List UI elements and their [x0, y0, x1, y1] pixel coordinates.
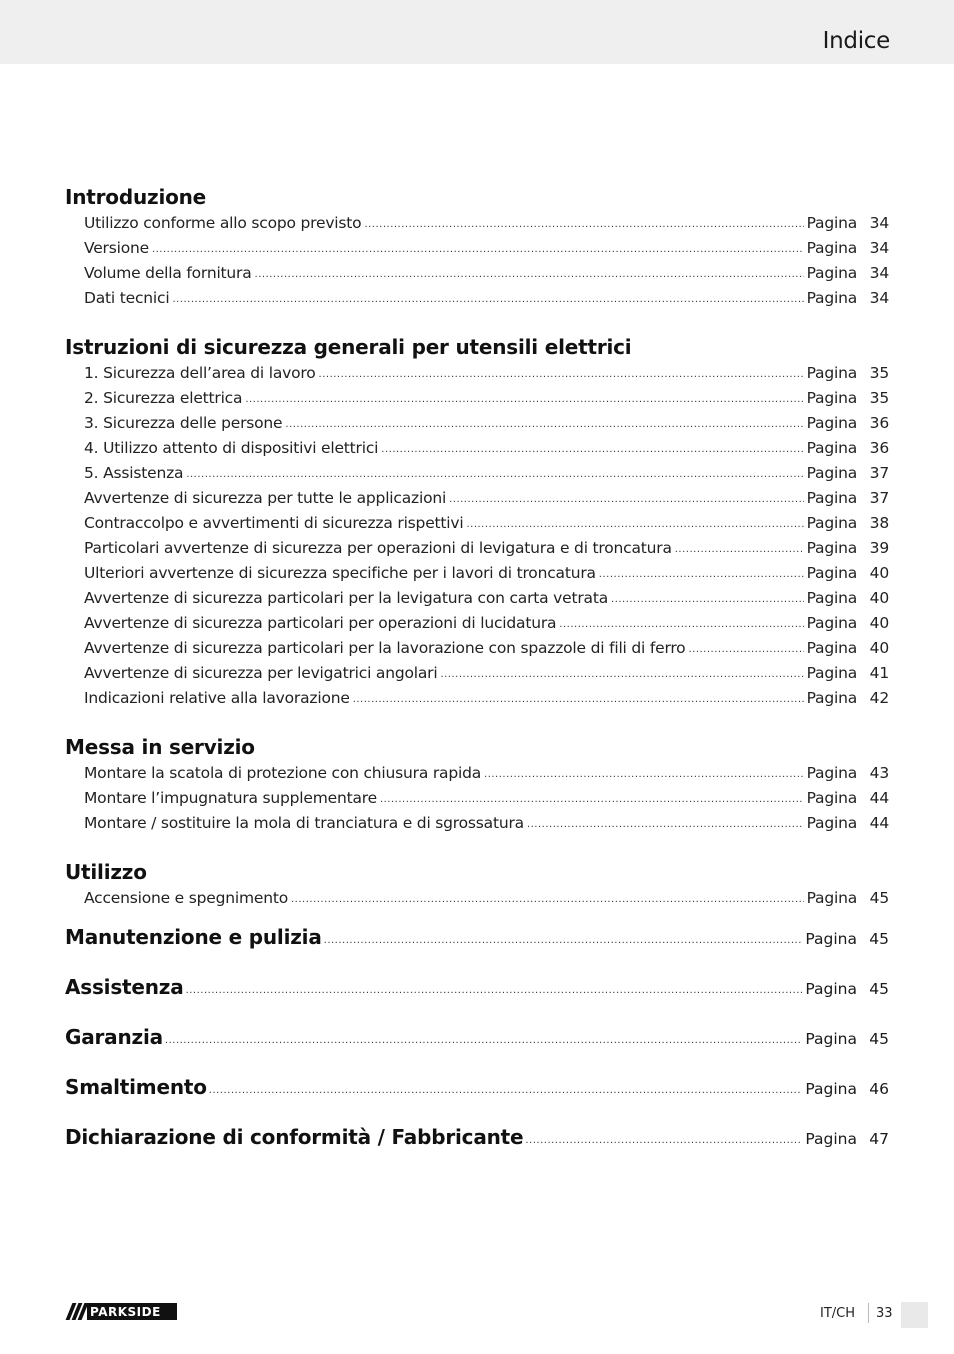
dot-leader [255, 262, 804, 287]
entry-label: Indicazioni relative alla lavorazione [84, 689, 350, 707]
major-entry-title: Dichiarazione di conformità / Fabbricante [65, 1125, 524, 1149]
page-number: 45 [869, 930, 889, 948]
major-entry-title: Assistenza [65, 975, 184, 999]
pagina-label: Pagina [806, 539, 857, 557]
pagina-label: Pagina [806, 814, 857, 832]
dot-leader [675, 537, 804, 562]
entry-label: Versione [84, 239, 149, 257]
pagina-label: Pagina [805, 1030, 857, 1048]
pagina-label: Pagina [806, 664, 857, 682]
pagina-label: Pagina [806, 239, 857, 257]
dot-leader [186, 462, 803, 487]
entry-label: Avvertenze di sicurezza particolari per operazioni di lucidatura [84, 614, 557, 632]
page-number: 41 [869, 664, 889, 682]
entry-label: 3. Sicurezza delle persone [84, 414, 283, 432]
pagina-label: Pagina [805, 1080, 857, 1098]
locale-label: IT/CH [820, 1306, 856, 1321]
dot-leader [165, 1035, 802, 1046]
pagina-label: Pagina [806, 689, 857, 707]
table-of-contents [65, 183, 889, 1175]
entry-label: Avvertenze di sicurezza per levigatrici angolari [84, 664, 438, 682]
entry-label: Montare la scatola di protezione con chiusura rapida [84, 764, 482, 782]
entry-label: Montare l’impugnatura supplementare [84, 789, 377, 807]
toc-entry[interactable] [65, 886, 889, 911]
pagina-label: Pagina [805, 1130, 857, 1148]
pagina-label: Pagina [806, 214, 857, 232]
pagina-label: Pagina [805, 980, 857, 998]
dot-leader [559, 612, 803, 637]
toc-entry[interactable] [65, 261, 889, 286]
dot-leader [245, 387, 803, 412]
page-number: 45 [869, 980, 889, 998]
dot-leader [380, 787, 804, 812]
major-entry-title: Manutenzione e pulizia [65, 925, 322, 949]
major-entry-title: Garanzia [65, 1025, 163, 1049]
toc-entry[interactable] [65, 486, 889, 511]
page-number: 37 [869, 489, 889, 507]
page-number: 45 [869, 889, 889, 907]
entry-label: Avvertenze di sicurezza particolari per la levigatura con carta vetrata [84, 589, 609, 607]
toc-section-introduzione [65, 183, 889, 333]
toc-entry[interactable] [65, 586, 889, 611]
dot-leader [324, 935, 803, 946]
pagina-label: Pagina [806, 639, 857, 657]
pagina-label: Pagina [806, 389, 857, 407]
page-number: 46 [869, 1080, 889, 1098]
parkside-logo [65, 1303, 177, 1320]
toc-entry[interactable] [65, 386, 889, 411]
dot-leader [364, 212, 803, 237]
entry-label: 5. Assistenza [84, 464, 184, 482]
page-number: 40 [869, 639, 889, 657]
toc-major-entry[interactable] [65, 1025, 889, 1075]
logo-text: PARKSIDE [90, 1304, 161, 1319]
section-title: Utilizzo [65, 860, 147, 884]
page-number: 34 [869, 289, 889, 307]
page-number: 44 [869, 789, 889, 807]
dot-leader [152, 237, 804, 262]
dot-leader [285, 412, 803, 437]
dot-leader [172, 287, 803, 312]
toc-section-istruzioni-sicurezza [65, 333, 889, 733]
toc-entry[interactable] [65, 611, 889, 636]
toc-section-messa-in-servizio [65, 733, 889, 858]
dot-leader [688, 637, 803, 662]
page-number: 36 [869, 414, 889, 432]
pagina-label: Pagina [806, 464, 857, 482]
toc-entry[interactable] [65, 811, 889, 836]
page-number: 38 [869, 514, 889, 532]
entry-label: Avvertenze di sicurezza per tutte le applicazioni [84, 489, 447, 507]
toc-major-entry[interactable] [65, 925, 889, 975]
pagina-label: Pagina [806, 764, 857, 782]
pagina-label: Pagina [806, 514, 857, 532]
dot-leader [381, 437, 803, 462]
dot-leader [527, 812, 804, 837]
dot-leader [186, 985, 803, 996]
toc-entry[interactable] [65, 561, 889, 586]
dot-leader [291, 887, 804, 912]
entry-label: 1. Sicurezza dell’area di lavoro [84, 364, 316, 382]
page-number: 34 [869, 214, 889, 232]
dot-leader [449, 487, 803, 512]
toc-major-entry[interactable] [65, 975, 889, 1025]
page-number: 43 [869, 764, 889, 782]
dot-leader [466, 512, 803, 537]
page-number: 42 [869, 689, 889, 707]
toc-entry[interactable] [65, 286, 889, 311]
page-number: 40 [869, 564, 889, 582]
entry-label: 2. Sicurezza elettrica [84, 389, 243, 407]
toc-entry[interactable] [65, 686, 889, 711]
section-title: Messa in servizio [65, 735, 255, 759]
header-band [0, 0, 954, 64]
toc-entry[interactable] [65, 461, 889, 486]
pagina-label: Pagina [806, 489, 857, 507]
entry-label: Utilizzo conforme allo scopo previsto [84, 214, 362, 232]
entry-label: Ulteriori avvertenze di sicurezza specifiche per i lavori di troncatura [84, 564, 596, 582]
toc-major-entry[interactable] [65, 1125, 889, 1175]
toc-entry[interactable] [65, 786, 889, 811]
dot-leader [209, 1085, 803, 1096]
pagina-label: Pagina [806, 614, 857, 632]
dot-leader [611, 587, 804, 612]
toc-entry[interactable] [65, 436, 889, 461]
dot-leader [440, 662, 803, 687]
page-number: 44 [869, 814, 889, 832]
page-number: 40 [869, 614, 889, 632]
entry-label: Avvertenze di sicurezza particolari per la lavorazione con spazzole di fili di ferro [84, 639, 686, 657]
page-number: 40 [869, 589, 889, 607]
page-number: 37 [869, 464, 889, 482]
pagina-label: Pagina [806, 589, 857, 607]
toc-entry[interactable] [65, 361, 889, 386]
page-number: 34 [869, 239, 889, 257]
pagina-label: Pagina [806, 439, 857, 457]
logo-stripes-icon [65, 1303, 87, 1320]
page-number: 39 [869, 539, 889, 557]
toc-entry[interactable] [65, 636, 889, 661]
pagina-label: Pagina [806, 289, 857, 307]
entry-label: Montare / sostituire la mola di tranciatura e di sgrossatura [84, 814, 524, 832]
pagina-label: Pagina [806, 264, 857, 282]
toc-entry[interactable] [65, 211, 889, 236]
pagina-label: Pagina [806, 789, 857, 807]
page-number: 36 [869, 439, 889, 457]
page-tab-marker [901, 1302, 928, 1328]
entry-label: 4. Utilizzo attento di dispositivi elettrici [84, 439, 379, 457]
dot-leader [484, 762, 804, 787]
toc-entry[interactable] [65, 761, 889, 786]
toc-entry[interactable] [65, 661, 889, 686]
major-entry-title: Smaltimento [65, 1075, 207, 1099]
toc-entry[interactable] [65, 236, 889, 261]
pagina-label: Pagina [805, 930, 857, 948]
page-number: 45 [869, 1030, 889, 1048]
page-number: 47 [869, 1130, 889, 1148]
entry-label: Accensione e spegnimento [84, 889, 288, 907]
dot-leader [319, 362, 804, 387]
entry-label: Dati tecnici [84, 289, 170, 307]
section-title: Introduzione [65, 185, 207, 209]
page-title: Indice [822, 28, 890, 54]
entry-label: Contraccolpo e avvertimenti di sicurezza rispettivi [84, 514, 464, 532]
page-number-footer: 33 [876, 1306, 893, 1321]
entry-label: Particolari avvertenze di sicurezza per operazioni di levigatura e di troncatura [84, 539, 672, 557]
toc-entry[interactable] [65, 511, 889, 536]
page-number: 35 [869, 364, 889, 382]
toc-entry[interactable] [65, 411, 889, 436]
dot-leader [353, 687, 804, 712]
footer-divider [868, 1303, 869, 1323]
page-number: 34 [869, 264, 889, 282]
pagina-label: Pagina [806, 889, 857, 907]
toc-entry[interactable] [65, 536, 889, 561]
dot-leader [599, 562, 804, 587]
pagina-label: Pagina [806, 364, 857, 382]
pagina-label: Pagina [806, 564, 857, 582]
section-title: Istruzioni di sicurezza generali per utensili elettrici [65, 335, 632, 359]
pagina-label: Pagina [806, 414, 857, 432]
entry-label: Volume della fornitura [84, 264, 252, 282]
toc-section-utilizzo [65, 858, 889, 925]
dot-leader [525, 1135, 802, 1146]
toc-major-entry[interactable] [65, 1075, 889, 1125]
page-number: 35 [869, 389, 889, 407]
